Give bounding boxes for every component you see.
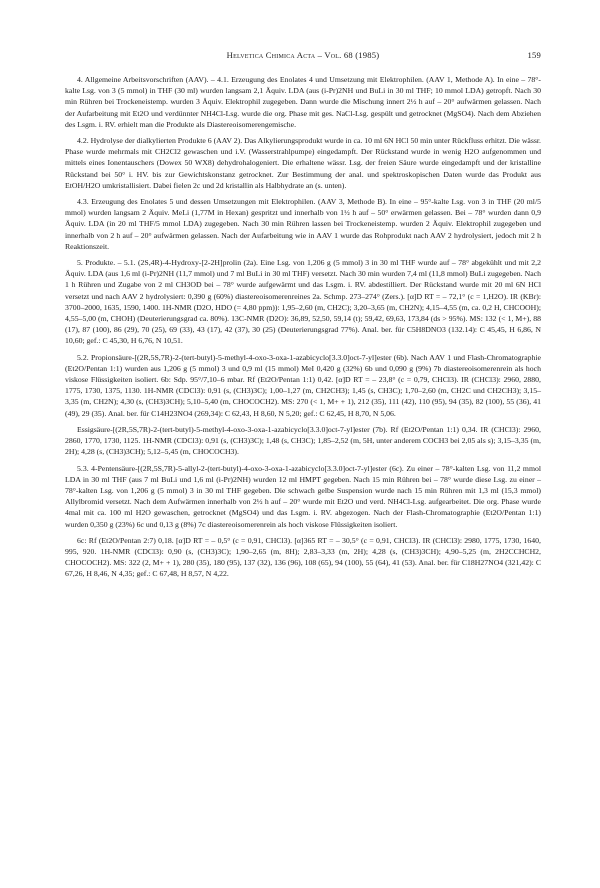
page-number: 159: [527, 50, 541, 60]
compound-7b-paragraph: Essigsäure-[(2R,5S,7R)-2-(tert-butyl)-5-methyl-4-oxo-3-oxa-1-azabicyclo[3.3.0]oct-7-yl]ester (7b). Rf (Et2O/Pentan 1:1) 0,34. IR (CHCl3): 2960, 2860, 1770, 1730, 1125. 1H-NMR (CDCl3): 0,91 (s, (CH3)3C); 1,48 (s, CH3C); 1,85–2,52 (m, 5H, unter anderem COCH3 bei 2,05 als s); 3,15–3,35 (m, 2H); 4,28 (s, (CH3)3CH); 5,12–5,45 (m, CHOCOCH3).: [65, 424, 541, 457]
running-header: [65, 50, 541, 64]
section-4-1-paragraph: 4. Allgemeine Arbeitsvorschriften (AAV). – 4.1. Erzeugung des Enolates 4 und Umsetzung mit Elektrophilen. (AAV 1, Methode A). In eine – 78°-kalte Lsg. von 3 (5 mmol) in THF (30 ml) wurden langsam 2,1 Äquiv. LDA (aus (i-Pr)2NH und BuLi in 30 ml THF; 10 mmol LDA) getropft. Nach 30 min Rühren bei Trockeneistemp. wurden 3 Äquiv. Elektrophil zugegeben. Dann wurde die Mischung innert 2½ h auf – 20° aufwärmen gelassen. Nach der Aufarbeitung mit Et2O und verdünnter NH4Cl-Lsg. wurde die org. Phase mit ges. NaCl-Lsg. gespült und getrocknet (MgSO4). Nach dem Abziehen des Lsgm. i. RV. erhielt man die Produkte als Diastereoisomerengemische.: [65, 75, 541, 129]
section-5-3-paragraph: 5.3. 4-Pentensäure-[(2R,5S,7R)-5-allyl-2-(tert-butyl)-4-oxo-3-oxa-1-azabicyclo[3.3.0]oct-7-yl]ester (6c). Zu einer – 78°-kalten Lsg. von 11,2 mmol LDA in 30 ml THF (aus 7 ml BuLi und 1,6 ml (i-Pr)2NH) wurden 12 ml HMPT gegeben. Nach 15 min Rühren bei – 78° wurde diese Lsg. zu einer – 78°-kalten Lsg. von 1,206 g (5 mmol) 3 in 30 ml THF gegeben. Die schwach gelbe Suspension wurde nach 15 min Rühren mit 1,3 ml (15,3 mmol) Allylbromid versetzt. Nach dem Aufwärmen innerhalb von 2½ h auf – 20° wurde mit Et2O und verd. NH4Cl-Lsg. aufgearbeitet. Die org. Phase wurde 4mal mit ca. 100 ml H2O gewaschen, getrocknet (MgSO4) und das Lsgm. i. RV. abgezogen. Nach der Flash-Chromatographie (Et2O/Pentan 1:1) wurden 0,350 g (23%) 6c und 0,13 g (8%) 7c diastereoisomerenrein als hoch viskose Flüssigkeiten isoliert.: [65, 463, 541, 529]
journal-page: [65, 50, 541, 585]
section-5-1-paragraph: 5. Produkte. – 5.1. (2S,4R)-4-Hydroxy-[2-2H]prolin (2a). Eine Lsg. von 1,206 g (5 mmol) 3 in 30 ml THF wurde auf – 78° abgekühlt und mit 2,2 Äquiv. LDA (aus 1,6 ml (i-Pr)2NH (11,7 mmol) und 7 ml BuLi in 30 ml THF) versetzt. Nach 30 min wurden 7,4 ml (11,8 mmol) BuLi zugegeben. Nach 1 h Rühren und Zugabe von 2 ml CH3OD bei – 78° wurde aufgewärmt und das Lsgm. i. RV. abdestilliert. Der Rückstand wurde mit 20 ml 6N HCl versetzt und nach AAV 2 hydrolysiert: 0,390 g (60%) diastereoisomerenreines 2a. Schmp. 273–274° (Zers.). [α]D RT = – 72,1° (c = 1,H2O). IR (KBr): 3700–2000, 1635, 1590, 1400. 1H-NMR (D2O, HDO (= 4,80 ppm)): 1,95–2,60 (m, CH2C); 3,20–3,65 (m, CH2N); 4,15–4,55 (m, ca. 0,2 H, CHCOOH); 4,55–5,00 (m, CHOH) (Deuterierungsgrad ca. 80%). 13C-NMR (D2O): 36,89, 52,50, 59,14 (t); 59,42, 69,63, 173,84 (ds > 95%). MS: 132 (< 1, M+), 88 (17), 87 (100), 86 (29), 70 (25), 69 (33), 43 (17), 42 (37), 30 (25) (Deuterierungsgrad 77%). Anal. ber. für C5H8DNO3 (132.14): C 45,45, H 6,86, N 10,60; gef.: C 45,30, H 6,76, N 10,51.: [65, 258, 541, 346]
compound-6c-data-paragraph: 6c: Rf (Et2O/Pentan 2:7) 0,18. [α]D RT = – 0,5° (c = 0,91, CHCl3). [α]365 RT = – 30,5° (c = 0,91, CHCl3). IR (CHCl3): 2980, 1775, 1730, 1640, 995, 920. 1H-NMR (CDCl3): 0,90 (s, (CH3)3C); 1,90–2,65 (m, 8H); 2,83–3,33 (m, 2H); 4,28 (s, (CH3)3CH); 4,90–5,25 (m, 2H2CCHCH2, CHOCOCH2). MS: 322 (2, M+ + 1), 280 (35), 180 (95), 137 (32), 136 (96), 108 (65), 94 (100), 55 (64), 41 (53). Anal. ber. für C18H27NO4 (321,42): C 67,26, H 8,46, N 4,35; gef.: C 67,48, H 8,57, N 4,22.: [65, 535, 541, 579]
section-4-2-paragraph: 4.2. Hydrolyse der dialkylierten Produkte 6 (AAV 2). Das Alkylierungsprodukt wurde in ca. 10 ml 6N HCl 50 min unter Rückfluss erhitzt. Die wässr. Phase wurde mehrmals mit CH2Cl2 gewaschen und i.V. (Wasserstrahlpumpe) eingedampft. Der Rückstand wurde in wenig H2O aufgenommen und mittels eines Ionentauschers (Dowex 50 WX8) dehydrohalogeniert. Die erhaltene wässr. Lsg. der freien Säure wurde eingedampft und der kristalline Rückstand bei 50° i. HV. bis zur Gewichtskonstanz getrocknet. Zur Bestimmung der anal. und spektroskopischen Daten wurde das Produkt aus EtOH/H2O umkristallisiert. Dabei fielen 2c und 2d kristallin als Halbhydrate an (s. unten).: [65, 136, 541, 190]
section-4-3-paragraph: 4.3. Erzeugung des Enolates 5 und dessen Umsetzungen mit Elektrophilen. (AAV 3, Methode B). In eine – 95°-kalte Lsg. von 3 in THF (20 ml/5 mmol) wurden langsam 2 Äquiv. MeLi (1,77M in Hexan) gespritzt und innerhalb von 1½ h auf – 50° erwärmen gelassen. Bei – 78° wurden dann 0,9 Äquiv. LDA (in 20 ml THF/5 mmol LDA) zugegeben. Nach 30 min Rühren lassen bei Trockeneistemp. wurden 2 Äquiv. Elektrophil zugegeben und innerhalb von 2 h auf – 20° aufwärmen gelassen. Nach der Aufarbeitung wie in AAV 1 wurde das Rohprodukt nach AAV 2 hydrolysiert, jedoch mit 2 h Reaktionszeit.: [65, 197, 541, 251]
section-5-2-paragraph: 5.2. Propionsäure-[(2R,5S,7R)-2-(tert-butyl)-5-methyl-4-oxo-3-oxa-1-azabicyclo[3.3.0]oct-7-yl]ester (6b). Nach AAV 1 und Flash-Chromatographie (Et2O/Pentan 1:1) wurden aus 1,206 g (5 mmol) 3 und 0,9 ml (15 mmol) MeI 0,420 g (32%) 6b und 0,090 g (9%) 7b diastereoisomerenrein als hoch viskose Flüssigkeiten isoliert. 6b: Sdp. 95°/7,10–6 mbar. Rf (Et2O/Pentan 1:1) 0,42. [α]D RT = – 23,8° (c = 0,79, CHCl3). IR (CHCl3): 2960, 2880, 1775, 1730, 1375, 1130. 1H-NMR (CDCl3): 0,91 (s, (CH3)3C); 1,00–1,27 (m, CH2CH3); 1,45 (s, CH3C); 1,70–2,60 (m, CH2C und CH2CH3); 3,15–3,35 (m, CH2N); 4,30 (s, (CH3)3CH); 5,10–5,40 (m, CHOCOCH2). MS: 270 (< 1, M+ + 1), 212 (35), 111 (42), 110 (95), 94 (35), 82 (100), 55 (36), 41 (49), 29 (35). Anal. ber. für C14H23NO4 (269,34): C 62,43, H 8,60, N 5,20; gef.: C 62,45, H 8,70, N 5,06.: [65, 352, 541, 418]
journal-title: Helvetica Chimica Acta – Vol. 68 (1985): [226, 50, 380, 60]
body-text: [65, 74, 541, 580]
